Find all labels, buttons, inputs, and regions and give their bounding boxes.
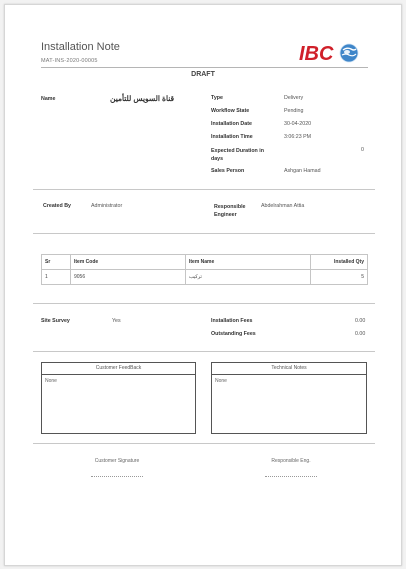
installation-time-label: Installation Time (211, 134, 253, 140)
status-badge: DRAFT (191, 71, 215, 78)
technical-notes-box (211, 362, 367, 434)
header-divider (41, 67, 368, 68)
type-label: Type (211, 95, 223, 101)
section-divider (33, 443, 375, 444)
items-table (41, 254, 368, 285)
expected-duration-value: 0 (361, 147, 364, 153)
cell-installed-qty: 5 (311, 270, 368, 285)
cell-item-code: 9056 (71, 270, 186, 285)
column-header-sr: Sr (42, 255, 71, 270)
company-logo (299, 41, 361, 65)
customer-feedback-box (41, 362, 196, 434)
expected-duration-label: Expected Duration in days (211, 148, 264, 162)
customer-name: قناة السويس للتأمين (110, 94, 175, 103)
technical-notes-body: None (215, 378, 227, 384)
created-by-label: Created By (43, 203, 71, 209)
site-survey-value: Yes (112, 318, 121, 324)
section-divider (33, 189, 375, 190)
column-header-installed-qty: Installed Qty (311, 255, 368, 270)
column-header-item-name: Item Name (186, 255, 311, 270)
installation-date-label: Installation Date (211, 121, 252, 127)
section-divider (33, 233, 375, 234)
table-header-row (42, 255, 368, 270)
section-divider (33, 351, 375, 352)
document-title: Installation Note (41, 41, 120, 53)
type-value: Delivery (284, 95, 304, 101)
responsible-engineer-value: Abdelrahman Attia (261, 203, 305, 209)
installation-date-value: 30-04-2020 (284, 121, 312, 127)
customer-signature-line (91, 476, 143, 477)
installation-fees-value: 0.00 (355, 318, 366, 324)
cell-sr: 1 (42, 270, 71, 285)
technical-notes-title: Technical Notes (212, 363, 366, 375)
section-divider (33, 303, 375, 304)
cell-item-name: تركيب (186, 270, 311, 285)
outstanding-fees-value: 0.00 (355, 331, 366, 337)
customer-signature-label: Customer Signature (94, 458, 140, 464)
workflow-state-label: Workflow State (211, 108, 250, 114)
sales-person-label: Sales Person (211, 168, 245, 174)
installation-fees-label: Installation Fees (211, 318, 253, 324)
engineer-signature-label: Responsible Eng. (271, 458, 311, 464)
svg-text:IBC: IBC (299, 43, 334, 65)
customer-feedback-body: None (45, 378, 57, 384)
workflow-state-value: Pending (284, 108, 304, 114)
sales-person-value: Ashgan Hamad (284, 168, 321, 174)
column-header-item-code: Item Code (71, 255, 186, 270)
document-number: MAT-INS-2020-00005 (41, 58, 98, 64)
document-page (4, 4, 402, 566)
site-survey-label: Site Survey (41, 318, 70, 324)
ibc-logo-icon (299, 41, 361, 65)
installation-time-value: 3:06:23 PM (284, 134, 312, 140)
table-row (42, 270, 368, 285)
name-label: Name (41, 96, 56, 102)
responsible-engineer-label: Responsible Engineer (214, 204, 246, 218)
customer-feedback-title: Customer FeedBack (42, 363, 195, 375)
outstanding-fees-label: Outstanding Fees (211, 331, 256, 337)
engineer-signature-line (265, 476, 317, 477)
created-by-value: Administrator (91, 203, 123, 209)
